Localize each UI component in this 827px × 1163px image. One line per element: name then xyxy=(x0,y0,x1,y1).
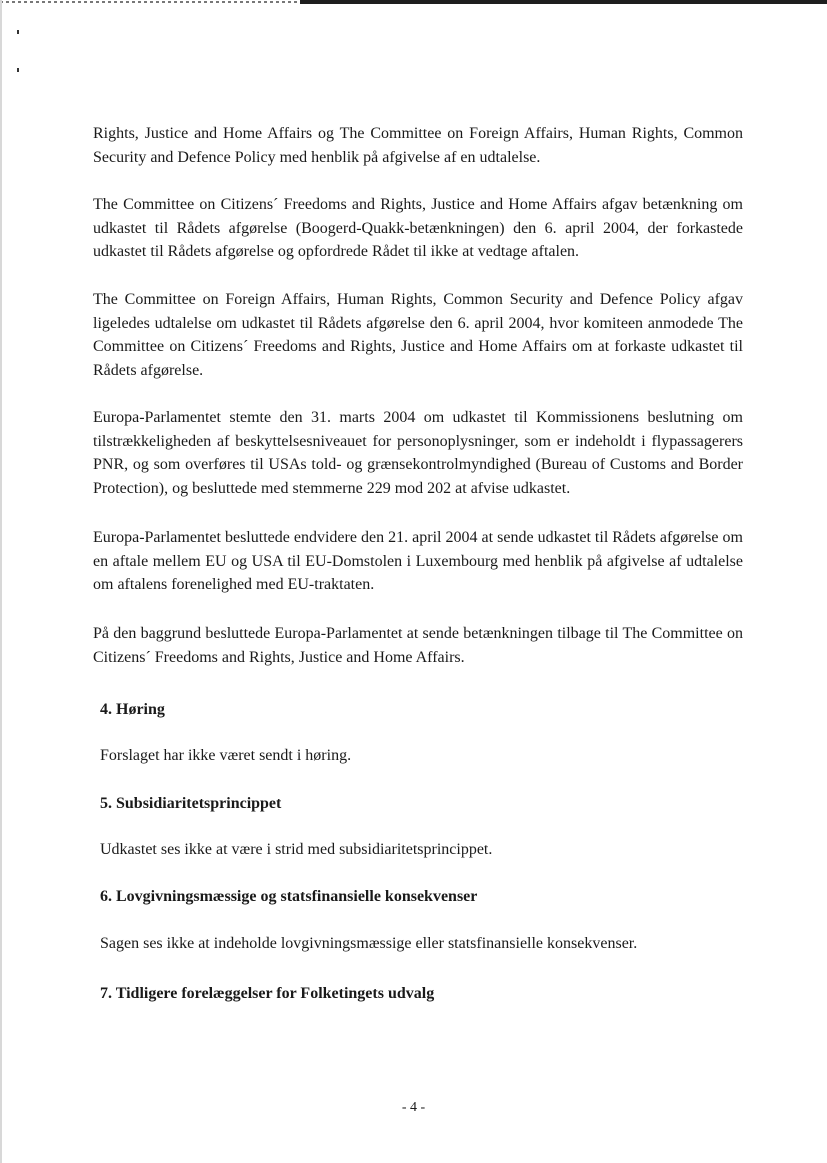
paragraph-court-referral: Europa-Parlamentet besluttede endvidere den 21. april 2004 at sende udkastet til Rådets afgørelse om en aftale mellem EU og USA til EU-Domstolen i Luxembourg med henblik på afgivelse af udtalelse om aftalens forenelighed med EU-traktaten. xyxy=(93,529,743,593)
scan-top-border xyxy=(0,0,827,6)
page-number: - 4 - xyxy=(401,1100,426,1115)
scan-speck xyxy=(17,68,19,72)
paragraph-committees-intro: Rights, Justice and Home Affairs og The Committee on Foreign Affairs, Human Rights, Common Security and Defence Policy med henblik på afgivelse af en udtalelse. xyxy=(93,125,743,166)
scan-border-dotted xyxy=(0,1,300,3)
scan-border-solid xyxy=(300,0,827,4)
paragraph-foreign-affairs-opinion: The Committee on Foreign Affairs, Human Rights, Common Security and Defence Policy afgav ligeledes udtalelse om udkastet til Rådets afgørelse den 6. april 2004, hvor komiteen anmodede The Committee on Citizens´ Freedoms and Rights, Justice and Home Affairs om at forkaste udkastet til Rådets afgørelse. xyxy=(93,291,743,379)
paragraph-parliament-vote: Europa-Parlamentet stemte den 31. marts 2004 om udkastet til Kommissionens beslutning om tilstrækkeligheden af beskyttelsesniveauet for personoplysninger, som er indeholdt i flypassagerers PNR, og som overføres til USAs told- og grænsekontrolmyndighed (Bureau of Customs and Border Protection), og besluttede med stemmerne 229 mod 202 at afvise udkastet. xyxy=(93,409,743,497)
heading-hoering: 4. Høring xyxy=(100,701,165,718)
paragraph-citizens-committee-report: The Committee on Citizens´ Freedoms and Rights, Justice and Home Affairs afgav betænkning om udkastet til Rådets afgørelse (Boogerd-Quakk-betænkningen) den 6. april 2004, der forkastede udkastet til Rådets afgørelse og opfordrede Rådet til ikke at vedtage aftalen. xyxy=(93,196,743,260)
scan-speck xyxy=(17,30,19,34)
scan-left-edge xyxy=(0,0,2,1163)
paragraph-report-returned: På den baggrund besluttede Europa-Parlamentet at sende betænkningen tilbage til The Committee on Citizens´ Freedoms and Rights, Justice and Home Affairs. xyxy=(93,625,743,666)
heading-subsidiaritet: 5. Subsidiaritetsprincippet xyxy=(100,795,282,812)
text-subsidiaritet: Udkastet ses ikke at være i strid med subsidiaritetsprincippet. xyxy=(100,841,493,858)
text-hoering: Forslaget har ikke været sendt i høring. xyxy=(100,747,352,764)
text-konsekvenser: Sagen ses ikke at indeholde lovgivningsmæssige eller statsfinansielle konsekvenser. xyxy=(100,935,638,952)
heading-tidligere-forelaeggelser: 7. Tidligere forelæggelser for Folketingets udvalg xyxy=(100,985,435,1002)
heading-konsekvenser: 6. Lovgivningsmæssige og statsfinansielle konsekvenser xyxy=(100,888,478,905)
